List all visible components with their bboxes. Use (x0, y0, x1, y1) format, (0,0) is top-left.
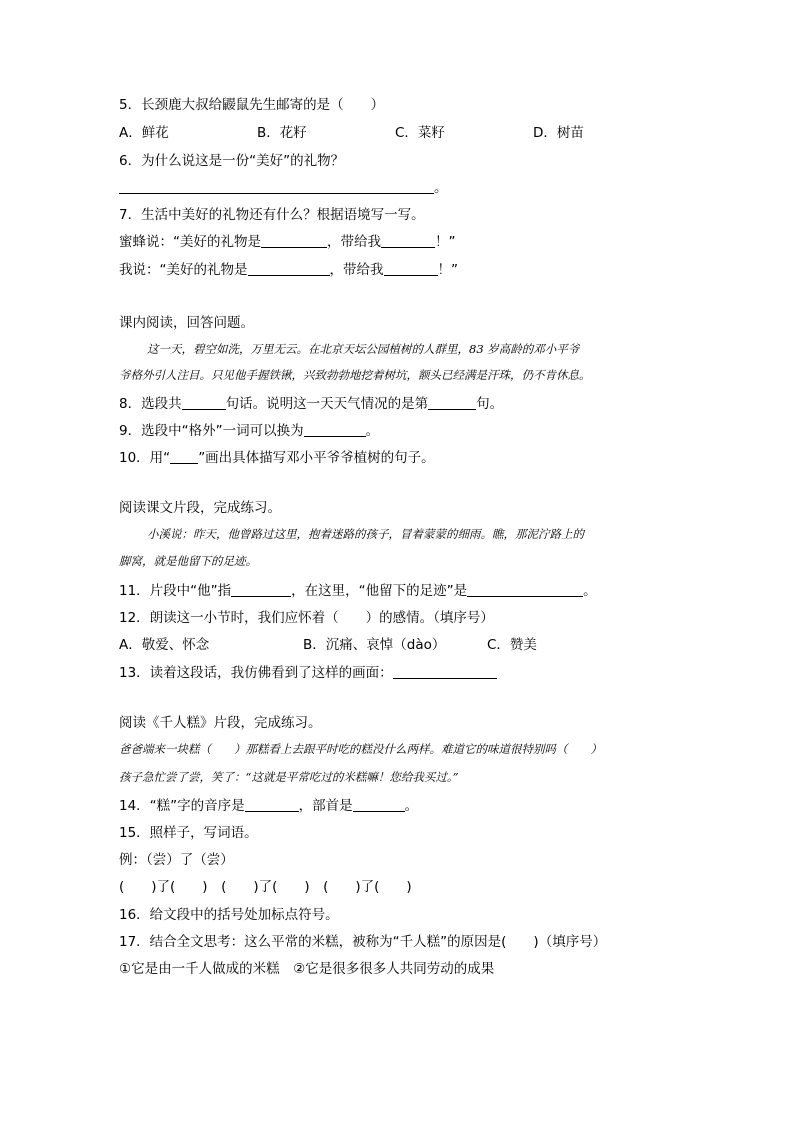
option-b: B．花籽 (257, 125, 307, 141)
question-7-me-line: 我说：“美好的礼物是 ，带给我 ！” (119, 262, 458, 278)
question-6-answer-line: 。 (119, 179, 448, 197)
question-11: 11．片段中“他”指 ，在这里，“他留下的足迹”是 。 (119, 583, 597, 599)
question-15: 15．照样子，写词语。 (119, 825, 258, 841)
question-8: 8．选段共 句话。说明这一天天气情况的是第 句。 (119, 396, 504, 412)
passage-3-line-1: 爸爸端来一块糕（ ）那糕看上去跟平时吃的糕没什么两样。难道它的味道很特别吗（ ） (119, 742, 602, 756)
answer-blank[interactable] (353, 797, 405, 812)
section-2-heading: 阅读课文片段，完成练习。 (119, 500, 281, 516)
passage-2-line-2: 脚窝，就是他留下的足迹。 (119, 554, 257, 568)
question-16: 16．给文段中的括号处加标点符号。 (119, 907, 339, 923)
passage-2-line-1: 小溪说：昨天，他曾路过这里，抱着迷路的孩子，冒着蒙蒙的细雨。瞧，那泥泞路上的 (147, 527, 584, 541)
answer-blank[interactable] (182, 395, 226, 410)
question-15-blanks: ( )了( ) ( )了( ) ( )了( ) (119, 879, 412, 895)
answer-blank[interactable] (304, 422, 366, 437)
question-15-example: 例：（尝）了（尝） (119, 852, 234, 868)
answer-blank[interactable] (261, 233, 327, 248)
question-17: 17．结合全文思考：这么平常的米糕，被称为“千人糕”的原因是( )（填序号） (119, 934, 607, 950)
answer-blank[interactable] (467, 582, 583, 597)
passage-1-line-1: 这一天，碧空如洗，万里无云。在北京天坛公园植树的人群里，83 岁高龄的邓小平爷 (147, 342, 580, 356)
question-12: 12．朗读这一小节时，我们应怀着（ ）的感情。（填序号） (119, 610, 494, 626)
passage-3-line-2: 孩子急忙尝了尝，笑了：“这就是平常吃过的米糕嘛！您给我买过。” (119, 770, 459, 784)
question-9: 9．选段中“格外”一词可以换为 。 (119, 423, 380, 439)
question-7: 7．生活中美好的礼物还有什么？根据语境写一写。 (119, 207, 425, 223)
option-c: C．赞美 (487, 637, 537, 653)
option-a: A．鲜花 (119, 125, 169, 141)
answer-blank[interactable] (248, 261, 330, 276)
question-14: 14．“糕”字的音序是 ，部首是 。 (119, 798, 419, 814)
option-d: D．树苗 (533, 125, 584, 141)
question-10: 10．用“ ”画出具体描写邓小平爷爷植树的句子。 (119, 450, 435, 466)
underline-mark (170, 449, 198, 464)
question-13: 13．读着这段话，我仿佛看到了这样的画面： (119, 664, 497, 682)
question-17-options: ①它是由一千人做成的米糕 ②它是很多很多人共同劳动的成果 (119, 961, 495, 977)
option-b: B．沉痛、哀悼（dào） (303, 637, 446, 653)
answer-blank[interactable] (381, 233, 435, 248)
passage-1-line-2: 爷格外引人注目。只见他手握铁锹，兴致勃勃地挖着树坑，额头已经满是汗珠，仍不肯休息。 (119, 368, 591, 382)
option-c: C．菜籽 (395, 125, 445, 141)
answer-blank[interactable] (384, 261, 438, 276)
option-a: A．敬爱、怀念 (119, 637, 210, 653)
answer-blank[interactable] (119, 179, 434, 194)
question-6: 6．为什么说这是一份“美好”的礼物？ (119, 153, 345, 169)
answer-blank[interactable] (231, 582, 291, 597)
question-5-options (119, 124, 584, 142)
answer-blank[interactable] (428, 395, 476, 410)
answer-blank[interactable] (393, 664, 497, 679)
section-1-heading: 课内阅读，回答问题。 (119, 315, 254, 331)
section-3-heading: 阅读《千人糕》片段，完成练习。 (119, 715, 322, 731)
question-12-options (119, 636, 537, 654)
question-7-bee-line: 蜜蜂说：“美好的礼物是 ，带给我 ！” (119, 234, 456, 250)
question-5: 5．长颈鹿大叔给鼹鼠先生邮寄的是（ ） (119, 97, 385, 113)
answer-blank[interactable] (245, 797, 299, 812)
